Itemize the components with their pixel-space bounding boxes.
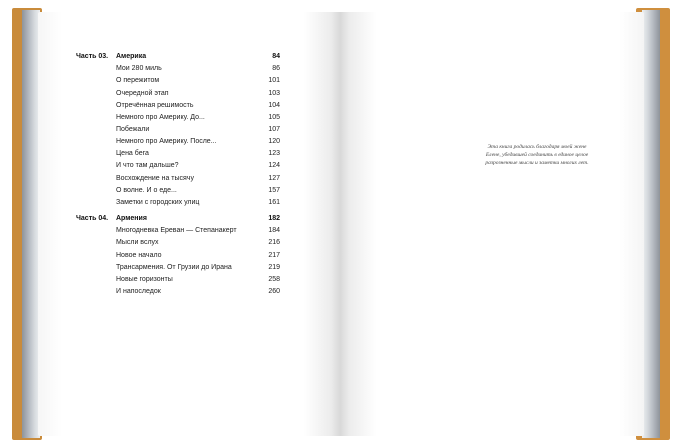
toc-entry-title: Восхождение на тысячу — [116, 174, 194, 182]
toc-part-title: Армения — [116, 215, 147, 222]
toc-entry-title: Побежали — [116, 125, 150, 133]
page-edges-right — [642, 10, 660, 438]
toc-entry-page: 86 — [272, 65, 280, 73]
toc-entry-title: И что там дальше? — [116, 162, 179, 170]
toc-entry-title: Новые горизонты — [116, 275, 173, 283]
toc-entry-title: Мысли вслух — [116, 239, 159, 247]
toc-part-label: Часть 03. — [76, 53, 109, 60]
toc-entry-page: 217 — [268, 251, 280, 259]
dedication-line: Елене, убедившей соединить в единое целое — [485, 152, 589, 158]
toc-entry-page: 219 — [268, 263, 280, 271]
toc-entry-title: Мои 280 миль — [116, 65, 162, 73]
toc-entry-title: Новое начало — [116, 251, 162, 259]
toc-entry-page: 260 — [268, 287, 280, 295]
toc-entry-page: 258 — [268, 275, 280, 283]
toc-entry-title: Немного про Америку. До... — [116, 113, 205, 121]
toc-entry-page: 105 — [268, 113, 280, 121]
left-page — [38, 12, 340, 436]
toc-part-title: Америка — [116, 53, 147, 60]
toc-part-page: 84 — [272, 53, 280, 60]
toc-entry-title: Отречённая решимость — [116, 101, 194, 109]
toc-entry-page: 120 — [268, 138, 280, 146]
toc-entry-title: Многодневка Ереван — Степанакерт — [116, 227, 237, 235]
toc-entry-page: 103 — [268, 89, 280, 97]
toc-entry-title: Очередной этап — [116, 89, 169, 97]
toc-entry-title: О пережитом — [116, 77, 160, 85]
toc-entry-title: Заметки с городских улиц — [116, 198, 200, 206]
toc-part-label: Часть 04. — [76, 215, 109, 222]
toc-entry-page: 124 — [268, 162, 280, 170]
dedication — [462, 143, 612, 167]
toc-entry-page: 123 — [268, 150, 280, 158]
toc-entry-title: Немного про Америку. После... — [116, 138, 217, 146]
toc-part-page: 182 — [268, 215, 280, 222]
toc-entry-page: 157 — [268, 186, 280, 194]
toc-entry-page: 104 — [268, 101, 280, 109]
toc-entry-title: И напоследок — [116, 287, 161, 295]
toc-entry-page: 161 — [268, 198, 280, 206]
toc-entry-title: О волне. И о еде... — [116, 186, 177, 194]
toc-entry-title: Трансармения. От Грузии до Ирана — [116, 263, 232, 271]
dedication-line: Эта книга родилась благодаря моей жене — [487, 144, 587, 150]
toc-entry-page: 127 — [268, 174, 280, 182]
toc-entry-page: 184 — [268, 227, 280, 235]
toc-entry-title: Цена бега — [116, 150, 149, 158]
dedication-line: разрозненные мысли и заметки многих лет. — [485, 160, 589, 166]
toc-entry-page: 216 — [268, 239, 280, 247]
toc-entry-page: 107 — [268, 125, 280, 133]
toc-entry-page: 101 — [268, 77, 280, 85]
right-page — [340, 12, 644, 436]
